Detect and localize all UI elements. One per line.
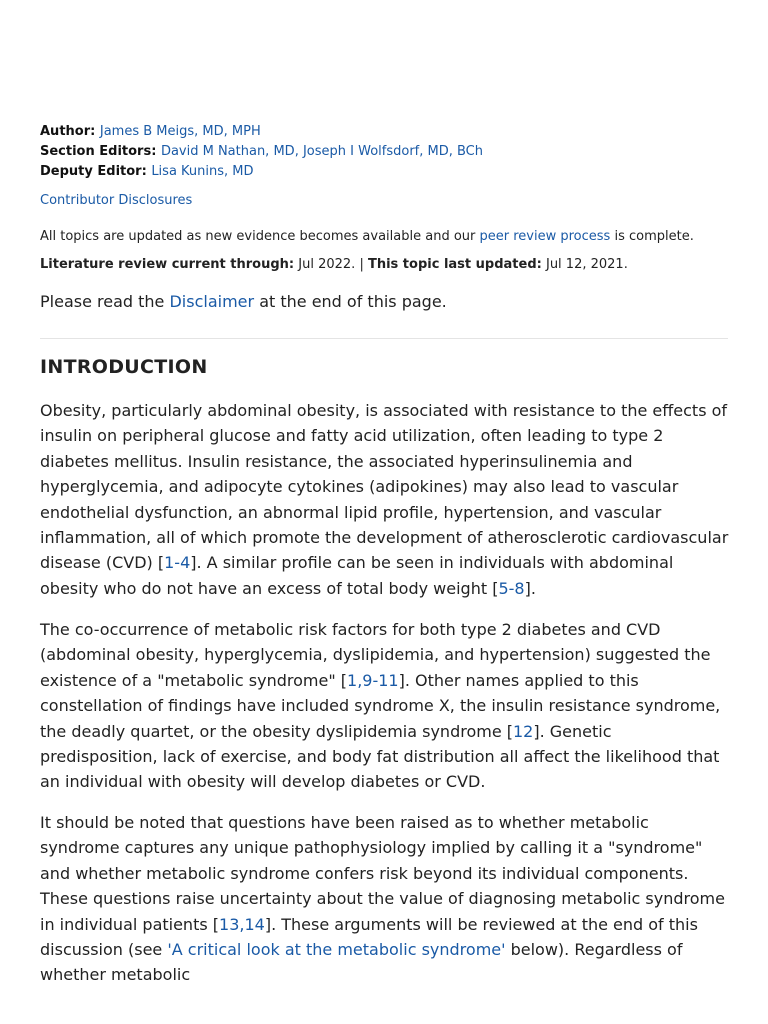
deputy-editor-line [40,162,254,182]
peer-review-process-link[interactable]: peer review process [479,229,611,244]
disclaimer-prefix: Please read the [40,292,165,311]
paragraph-text: ]. [524,578,536,598]
author-label: Author: [40,124,96,139]
reference-link[interactable]: 12 [513,721,534,741]
literature-review-date: Jul 2022. [298,257,356,272]
last-updated-label: This topic last updated: [367,257,542,272]
paragraph-text: Obesity, particularly abdominal obesity, is associated with resistance to the effects of insulin on peripheral glucose and fatty acid utilization, often leading to type 2 diabetes mellitus. Insulin resistance, the associated hyperinsulinemia and hyperglycemia, and adipocyte cytokines (adipokines) may also lead to vascular endothelial dysfunction, an abnormal lipid profile, hypertension, and vascular inflammation, all of which promote the development of atherosclerotic cardiovascular disease (CVD) [ [40,401,729,573]
reference-link[interactable]: 13,14 [219,914,265,934]
paragraph-3 [40,810,730,988]
paragraph-text: The co-occurrence of metabolic risk factors for both type 2 diabetes and CVD (abdominal obesity, hyperglycemia, dyslipidemia, and hypertension) suggested the existence of a "metabolic syndrome" [ [40,620,711,690]
review-dates [40,256,628,274]
disclaimer-suffix: at the end of this page. [259,292,447,311]
reference-link[interactable]: 1,9-11 [347,670,399,690]
paragraph-text: ]. Other names applied to this constellation of findings have included syndrome X, the insulin resistance syndrome, the deadly quartet, or the obesity dyslipidemia syndrome [ [40,670,721,741]
paragraph-text: below). Regardless of whether metabolic [40,940,683,985]
paragraph-text: ]. A similar profile can be seen in individuals with abdominal obesity who do not have an excess of total body weight [ [40,553,674,598]
section-heading: INTRODUCTION [40,356,208,378]
paragraph-1 [40,398,730,601]
reference-link[interactable]: 1-4 [164,553,191,573]
contributor-disclosures-link[interactable]: Contributor Disclosures [40,193,193,208]
paragraph-text: ]. These arguments will be reviewed at the end of this discussion (see [40,914,698,960]
section-editor-link[interactable]: David M Nathan, MD [160,144,295,159]
update-notice-prefix: All topics are updated as new evidence becomes available and our [40,229,476,244]
divider [40,338,728,339]
section-editor-link[interactable]: , Joseph I Wolfsdorf, MD, BCh [295,144,483,159]
disclaimer-notice [40,290,447,314]
section-editors-line [40,142,483,162]
separator: | [359,257,364,272]
update-notice [40,228,694,246]
section-editors-label: Section Editors: [40,144,157,159]
paragraph-2 [40,617,730,795]
critical-look-section-link[interactable]: 'A critical look at the metabolic syndrome' [167,940,506,960]
deputy-editor-label: Deputy Editor: [40,164,147,179]
author-line [40,122,261,142]
reference-link[interactable]: 5-8 [498,578,525,598]
deputy-editor-link[interactable]: Lisa Kunins, MD [151,164,254,179]
update-notice-suffix: is complete. [614,229,694,244]
last-updated-date: Jul 12, 2021. [545,257,628,272]
author-link[interactable]: James B Meigs, MD, MPH [99,124,261,139]
paragraph-text: It should be noted that questions have been raised as to whether metabolic syndrome captures any unique pathophysiology implied by calling it a "syndrome" and whether metabolic syndrome confers risk beyond its individual components. These questions raise uncertainty about the value of diagnosing metabolic syndrome in individual patients [ [40,813,725,934]
paragraph-text: ]. Genetic predisposition, lack of exercise, and body fat distribution all affect the likelihood that an individual with obesity will develop diabetes or CVD. [40,721,720,792]
literature-review-label: Literature review current through: [40,257,295,272]
disclaimer-link[interactable]: Disclaimer [169,292,255,311]
